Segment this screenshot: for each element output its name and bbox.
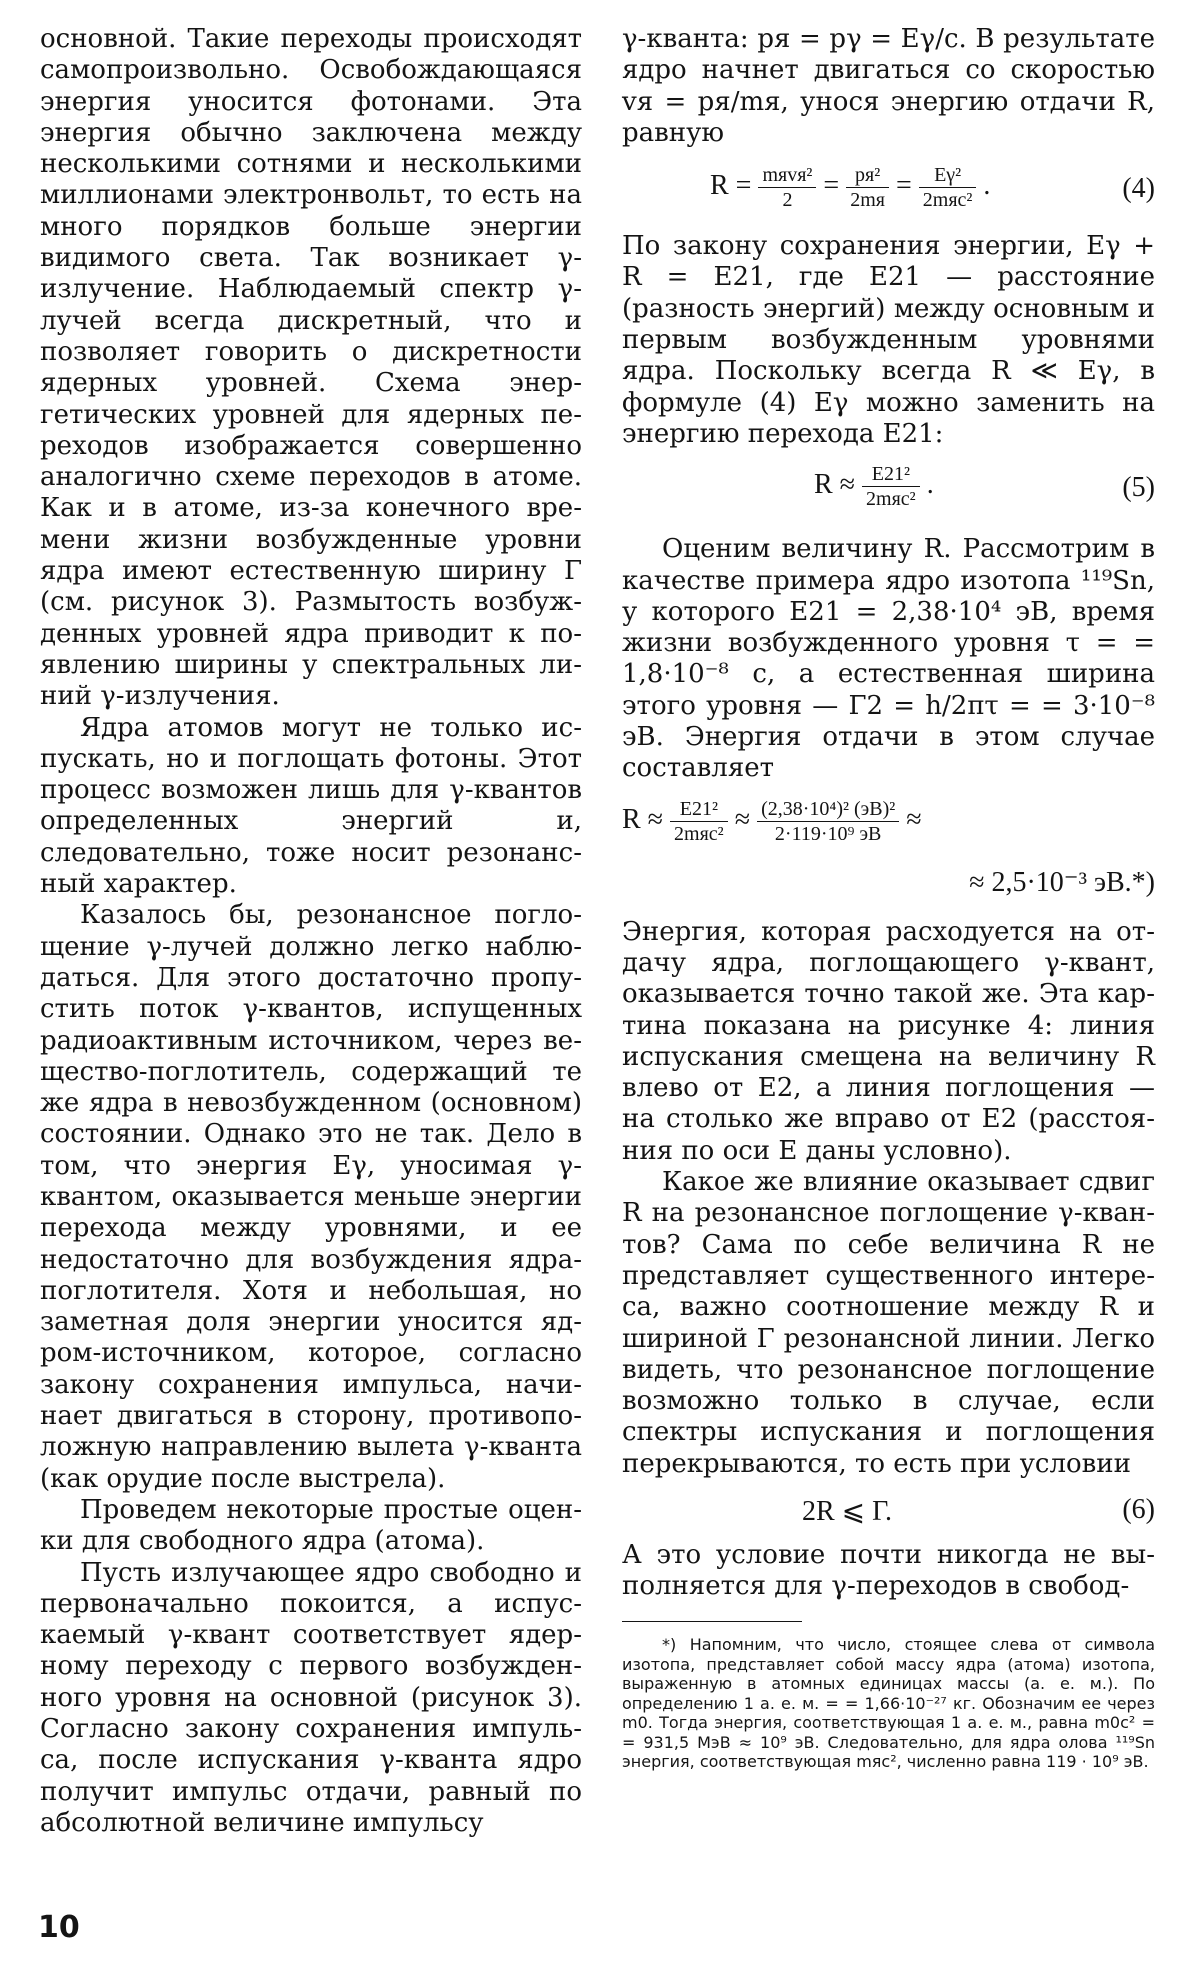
equation-tail: . bbox=[983, 170, 991, 202]
fraction-numerator: pя² bbox=[846, 163, 889, 188]
paragraph: Проведем некоторые простые оценки для свободного ядра (атома). bbox=[40, 1494, 582, 1557]
paragraph: Какое же влияние оказывает сдвиг R на резонансное поглощение γ-квантов? Сама по себе величина R не представляет существенного интереса, важно соотношение между R и шириной Γ резонансной линии. Легко видеть, что резонансное поглощение возможно только в случае, если спектры испускания и поглощения перекрываются, то есть при условии bbox=[622, 1167, 1155, 1479]
fraction bbox=[919, 163, 977, 212]
paragraph: Пусть излучающее ядро свободно и первоначально покоится, а испускаемый γ-квант соответствует ядерному переходу с первого возбужденного уровня на основной (рисунок 3). Согласно закону сохранения импульса, после испускания γ-кванта ядро получит импульс отдачи, равный по абсолютной величине импульсу bbox=[40, 1557, 582, 1838]
fraction-denominator: 2mяc² bbox=[866, 488, 916, 511]
footnote-divider bbox=[622, 1621, 802, 1622]
equation-4-body bbox=[710, 163, 990, 212]
fraction-denominator: 2mя bbox=[850, 189, 885, 212]
equation-lhs: R ≈ bbox=[814, 469, 856, 501]
equation-lhs: R = bbox=[710, 170, 752, 202]
approx-sign: ≈ bbox=[906, 803, 922, 835]
equation-number: (4) bbox=[1122, 173, 1155, 205]
fraction-denominator: 2mяc² bbox=[674, 822, 724, 845]
fraction-numerator: mяvя² bbox=[758, 163, 816, 188]
footnote: *) Напомним, что число, стоящее слева от символа изотопа, представляет собой массу ядра (атома) изотопа, выраженную в атомных единицах массы (а. е. м.). По определению 1 а. е. м. = = 1,66·10⁻²⁷ кг. Обозначим ее через m0. Тогда энергия, соответствующая 1 а. е. м., равна m0c² = = 931,5 МэВ ≈ 10⁹ эВ. Следовательно, для ядра олова ¹¹⁹Sn энергия, соответствующая mяc², численно равна 119 · 10⁹ эВ. bbox=[622, 1635, 1155, 1771]
fraction-denominator: 2·119·10⁹ эВ bbox=[774, 822, 882, 845]
equation-result: ≈ 2,5·10⁻³ эВ.*) bbox=[969, 866, 1155, 898]
paragraph: основной. Такие переходы происходят самопроизвольно. Освобождающаяся энергия уносится фотонами. Эта энергия обычно заключена между несколькими сотнями и несколькими миллионами электронвольт, то есть на много порядков больше энергии видимого света. Так возникает γ-излучение. Наблюдаемый спектр γ-лучей всегда дискретный, что и позволяет говорить о дискретности ядерных уровней. Схема энергетических уровней для ядерных переходов изображается совершенно аналогично схеме переходов в атоме. Как и в атоме, из-за конечного времени жизни возбужденные уровни ядра имеют естественную ширину Γ (см. рисунок 3). Размытость возбужденных уровней ядра приводит к появлению ширины у спектральных линий γ-излучения. bbox=[40, 24, 582, 712]
paragraph: γ-кванта: pя = pγ = Eγ/c. В результате ядро начнет двигаться со скоростью vя = pя/mя, унося энергию отдачи R, равную bbox=[622, 24, 1155, 148]
page-number: 10 bbox=[38, 1910, 80, 1945]
equation-body: 2R ⩽ Γ. bbox=[802, 1495, 892, 1527]
equation-6 bbox=[622, 1486, 1155, 1534]
equation-5 bbox=[622, 456, 1155, 526]
equation-tail: . bbox=[926, 469, 934, 501]
equation-estimate-body bbox=[622, 797, 922, 846]
paragraph: Оценим величину R. Рассмотрим в качестве примера ядро изотопа ¹¹⁹Sn, у которого E21 = 2,38·10⁴ эВ, время жизни возбужденного уровня τ = = 1,8·10⁻⁸ с, а естественная ширина этого уровня — Γ2 = h/2πτ = = 3·10⁻⁸ эВ. Энергия отдачи в этом случае составляет bbox=[622, 534, 1155, 784]
equation-number: (6) bbox=[1122, 1493, 1155, 1525]
equals-sign: = bbox=[895, 170, 912, 202]
fraction bbox=[670, 797, 728, 846]
fraction bbox=[846, 163, 889, 212]
equals-sign: = bbox=[823, 170, 840, 202]
right-column bbox=[622, 24, 1155, 1603]
equation-lhs: R ≈ bbox=[622, 803, 664, 835]
approx-sign: ≈ bbox=[734, 803, 751, 835]
paragraph: Ядра атомов могут не только испускать, но и поглощать фотоны. Этот процесс возможен лишь для γ-квантов определенных энергий и, следовательно, тоже носит резонансный характер. bbox=[40, 712, 582, 900]
left-column bbox=[40, 24, 582, 1839]
fraction bbox=[757, 797, 899, 846]
fraction-denominator: 2 bbox=[782, 189, 793, 212]
equation-estimate bbox=[622, 793, 1155, 909]
equation-5-body bbox=[814, 462, 934, 511]
paragraph: Казалось бы, резонансное поглощение γ-лучей должно легко наблюдаться. Для этого достаточно пропустить поток γ-квантов, испущенных радиоактивным источником, через вещество-поглотитель, содержащий те же ядра в невозбужденном (основном) состоянии. Однако это не так. Дело в том, что энергия Eγ, уносимая γ-квантом, оказывается меньше энергии перехода между уровнями, и ее недостаточно для возбуждения ядра-поглотителя. Хотя и небольшая, но заметная доля энергии уносится ядром-источником, которое, согласно закону сохранения импульса, начинает двигаться в сторону, противоположную направлению вылета γ-кванта (как орудие после выстрела). bbox=[40, 900, 582, 1494]
fraction-numerator: Eγ² bbox=[919, 163, 977, 188]
equation-4 bbox=[622, 153, 1155, 229]
paragraph: По закону сохранения энергии, Eγ + R = E21, где E21 — расстояние (разность энергий) между основным и первым возбужденным уровнями ядра. Поскольку всегда R ≪ Eγ, в формуле (4) Eγ можно заменить на энергию перехода E21: bbox=[622, 231, 1155, 449]
fraction bbox=[862, 462, 920, 511]
fraction bbox=[758, 163, 816, 212]
paragraph: А это условие почти никогда не выполняется для γ-переходов в свобод- bbox=[622, 1539, 1155, 1602]
fraction-numerator: (2,38·10⁴)² (эВ)² bbox=[757, 797, 899, 822]
paragraph: Энергия, которая расходуется на отдачу ядра, поглощающего γ-квант, оказывается точно такой же. Эта картина показана на рисунке 4: линия испускания смещена на величину R влево от E2, а линия поглощения — на столько же вправо от E2 (расстояния по оси E даны условно). bbox=[622, 916, 1155, 1166]
fraction-numerator: E21² bbox=[670, 797, 728, 822]
fraction-numerator: E21² bbox=[862, 462, 920, 487]
equation-number: (5) bbox=[1122, 472, 1155, 504]
fraction-denominator: 2mяc² bbox=[922, 189, 973, 212]
